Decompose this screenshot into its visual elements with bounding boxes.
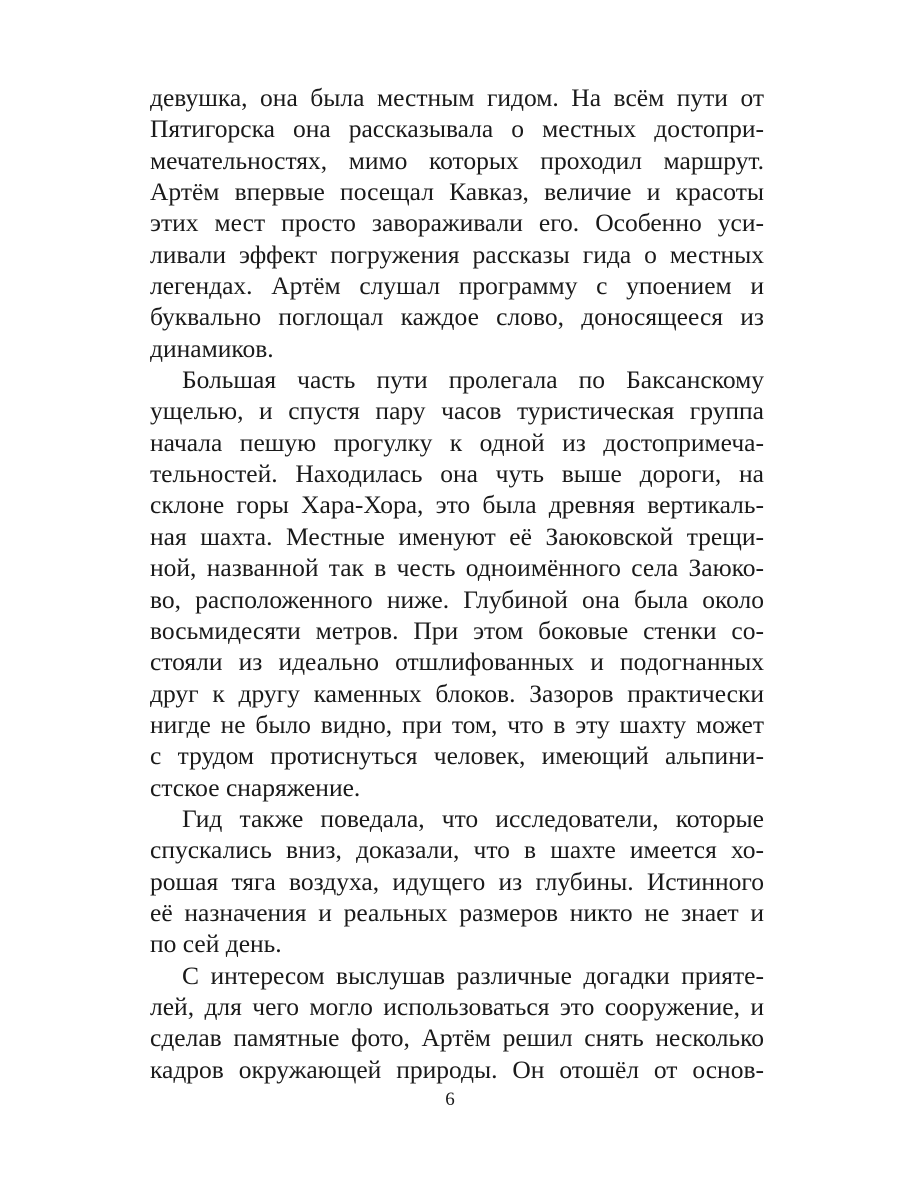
text-line: друг к другу каменных блоков. Зазоров практически [150, 678, 764, 708]
text-line: стояли из идеально отшлифованных и подогнанных [150, 647, 764, 677]
text-line: С интересом выслушав различные догадки прияте- [182, 960, 764, 990]
text-line: спускались вниз, доказали, что в шахте имеется хо- [150, 835, 764, 865]
text-line: Пятигорска она рассказывала о местных достопри- [150, 114, 764, 144]
text-line: этих мест просто завораживали его. Особенно уси- [150, 208, 764, 238]
paragraph [150, 82, 764, 364]
paragraph [150, 364, 764, 803]
text-line: начала пешую прогулку к одной из достопримеча- [150, 427, 764, 457]
text-line: восьмидесяти метров. При этом боковые стенки со- [150, 615, 764, 645]
text-line: мечательностях, мимо которых проходил маршрут. [150, 145, 764, 175]
text-line: ная шахта. Местные именуют её Заюковской трещи- [150, 521, 764, 551]
text-line: сделав памятные фото, Артём решил снять несколько [150, 1023, 764, 1053]
text-line: Большая часть пути пролегала по Баксанскому [182, 365, 764, 395]
paragraph [150, 960, 764, 1085]
text-line: ущелью, и спустя пару часов туристическая группа [150, 396, 764, 426]
text-line: склоне горы Хара-Хора, это была древняя вертикаль- [150, 490, 764, 520]
page-number: 6 [445, 1089, 455, 1110]
text-line: ной, названной так в честь одноимённого села Заюко- [150, 553, 764, 583]
text-line: буквально поглощал каждое слово, доносящееся из [150, 302, 764, 332]
text-line: её назначения и реальных размеров никто не знает и [150, 897, 764, 927]
text-line: стское снаряжение. [150, 772, 361, 802]
text-line: с трудом протиснуться человек, имеющий альпини- [150, 741, 764, 771]
text-line: лей, для чего могло использоваться это сооружение, и [150, 991, 764, 1021]
body-text [150, 82, 764, 1085]
text-line: Артём впервые посещал Кавказ, величие и красоты [150, 177, 764, 207]
text-line: рошая тяга воздуха, идущего из глубины. Истинного [150, 866, 764, 896]
text-line: динамиков. [150, 333, 274, 363]
text-line: во, расположенного ниже. Глубиной она была около [150, 584, 764, 614]
text-line: нигде не было видно, при том, что в эту шахту может [150, 709, 764, 739]
text-line: ливали эффект погружения рассказы гида о местных [150, 239, 764, 269]
text-line: Гид также поведала, что исследователи, которые [182, 803, 764, 833]
text-line: кадров окружающей природы. Он отошёл от основ- [150, 1054, 764, 1084]
text-line: тельностей. Находилась она чуть выше дороги, на [150, 459, 764, 489]
text-line: легендах. Артём слушал программу с упоением и [150, 271, 764, 301]
text-line: по сей день. [150, 929, 282, 959]
paragraph [150, 803, 764, 960]
text-line: девушка, она была местным гидом. На всём пути от [150, 83, 764, 112]
